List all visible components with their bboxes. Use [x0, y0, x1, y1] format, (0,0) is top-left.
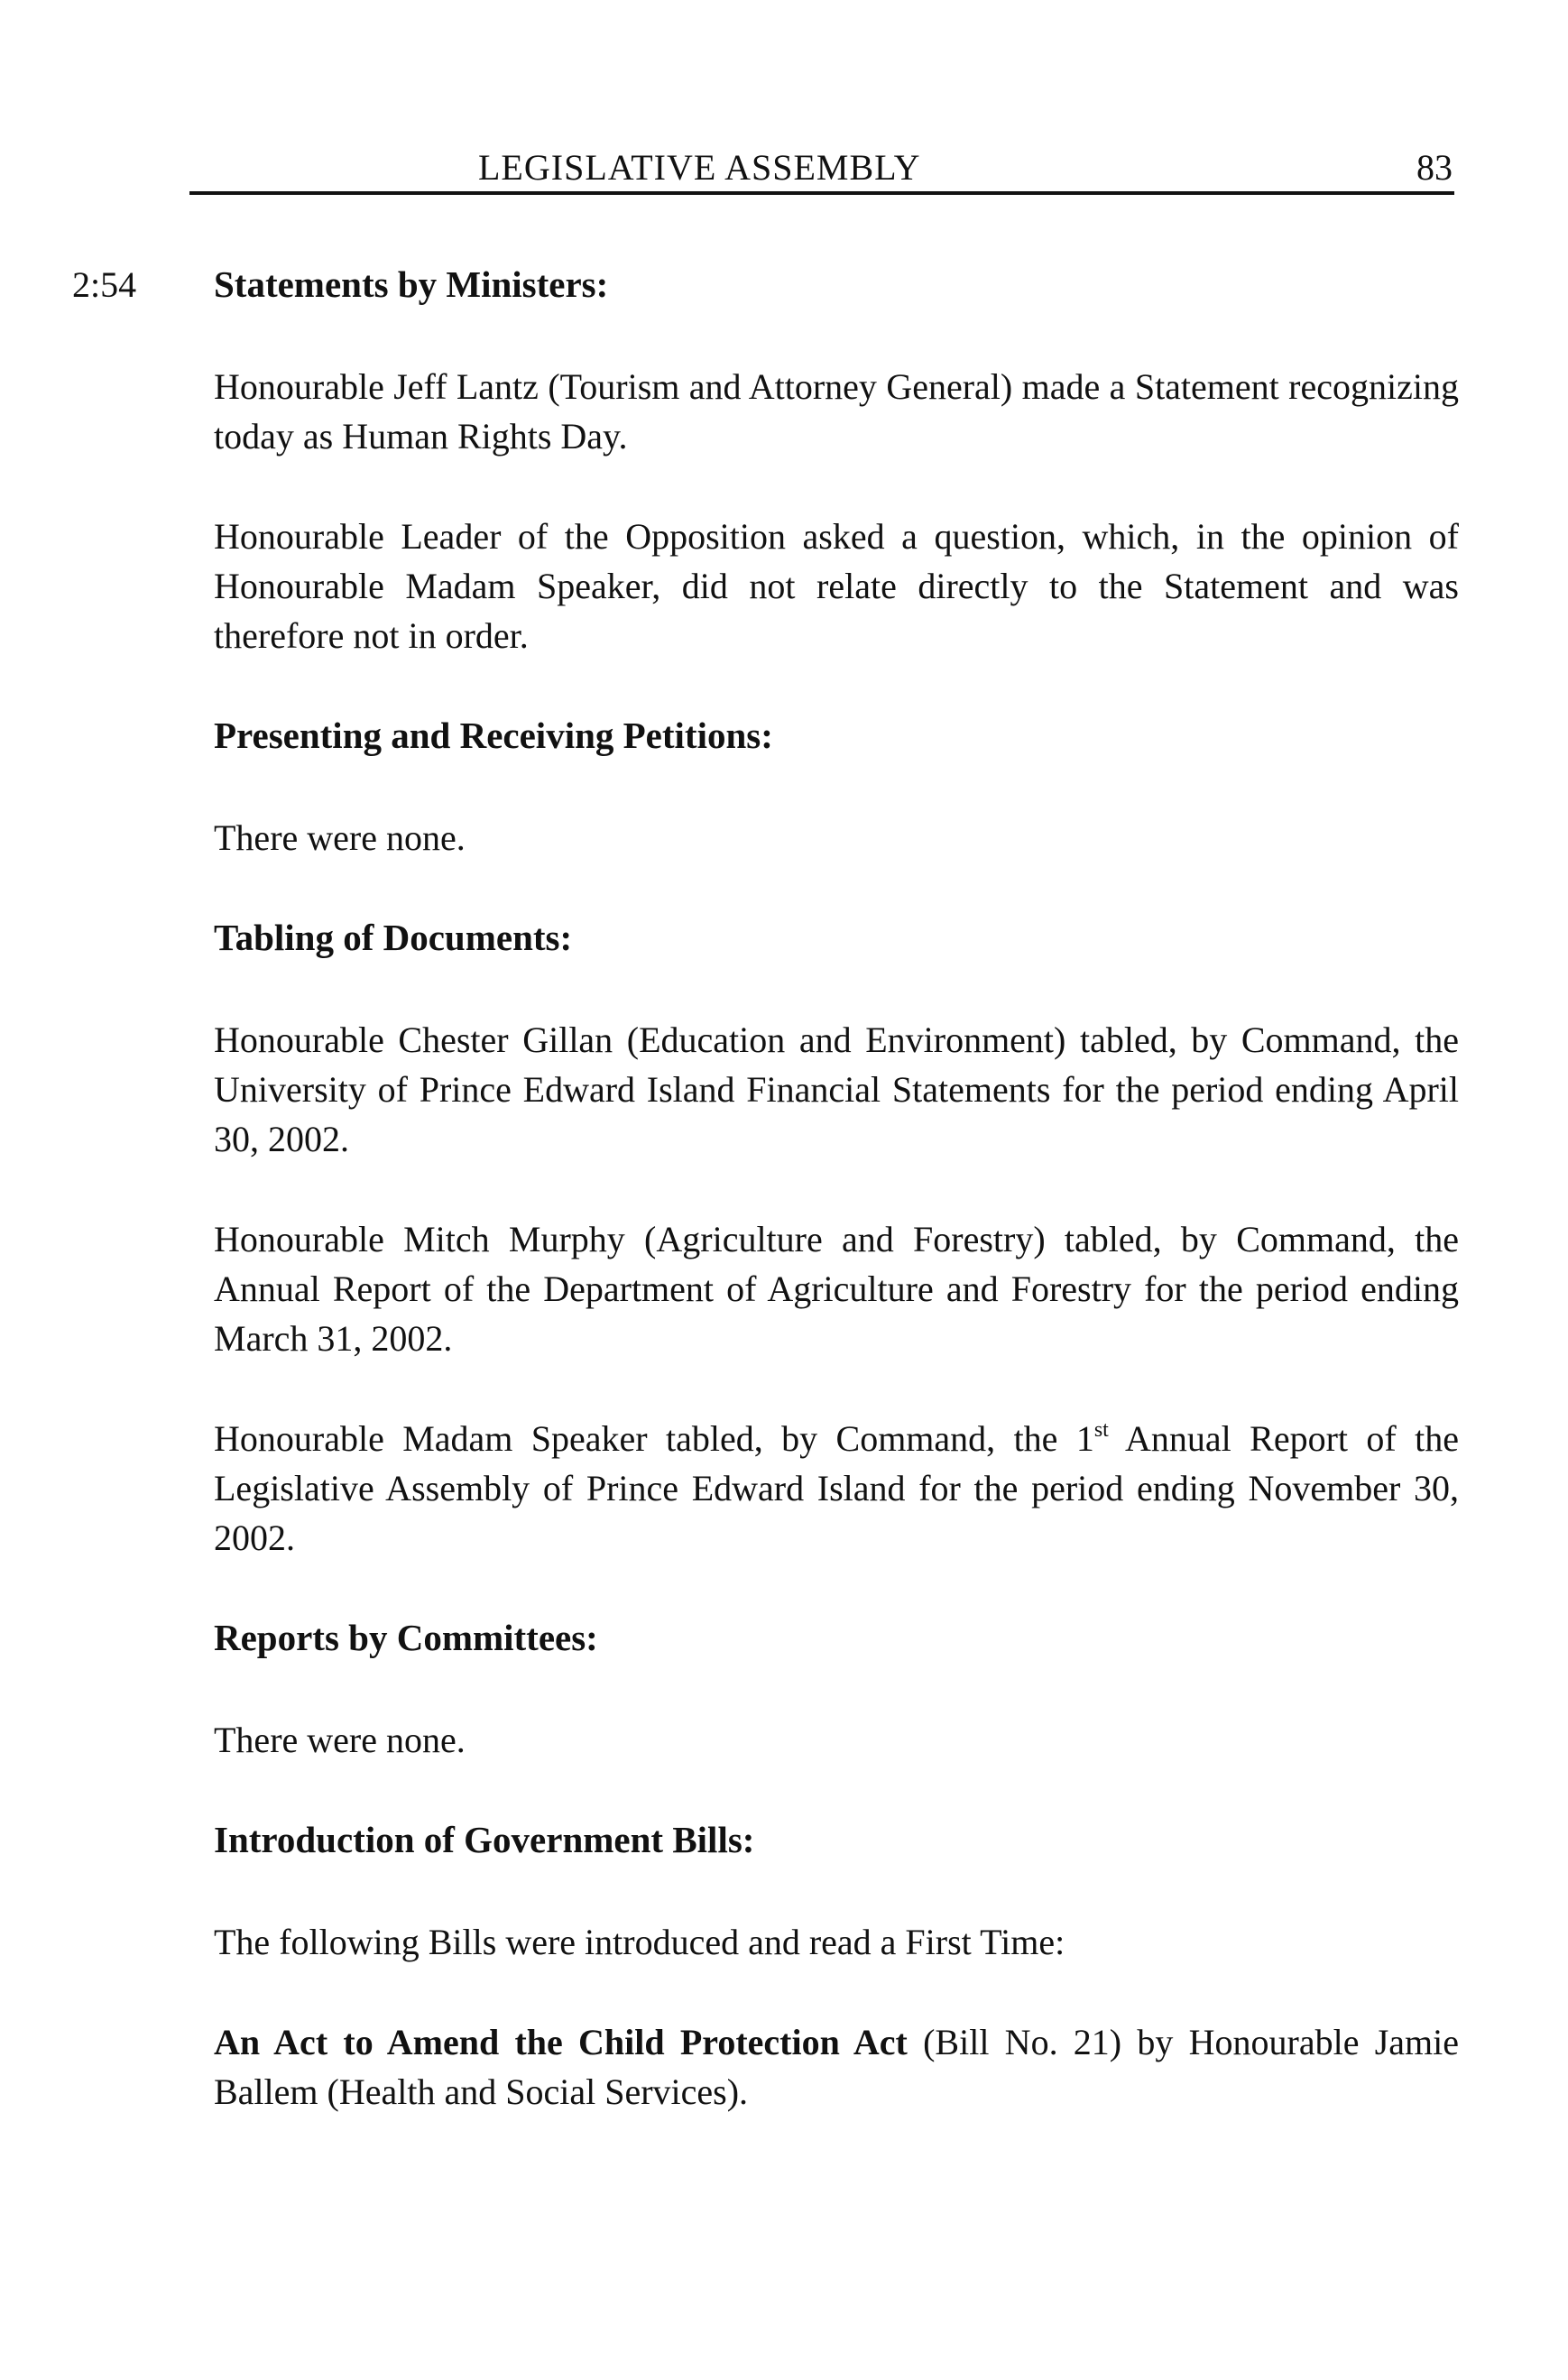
paragraph-tabling-murphy: Honourable Mitch Murphy (Agriculture and Forestry) tabled, by Command, the Annual Report of the Department of Agriculture and Forestry for the period ending March 31, 2002. [214, 1219, 1459, 1359]
time-marker: 2:54 [72, 264, 137, 305]
paragraph-tabling-speaker [214, 1414, 1459, 1563]
paragraph-bill-21 [214, 2017, 1459, 2117]
paragraph-opposition-question: Honourable Leader of the Opposition asked a question, which, in the opinion of Honourable Madam Speaker, did not relate directly to the Statement and was therefore not in order. [214, 516, 1459, 656]
paragraph-bills-intro: The following Bills were introduced and read a First Time: [214, 1922, 1065, 1962]
bill-details: (Bill No. 21) by Honourable Jamie Ballem (Health and Social Services). [214, 2022, 1459, 2112]
paragraph-text-end: Annual Report of the Legislative Assembly of Prince Edward Island for the period ending November 30, 2002. [214, 1418, 1459, 1558]
header-rule [189, 191, 1454, 195]
bill-title: An Act to Amend the Child Protection Act [214, 2022, 908, 2062]
page-header [189, 146, 1453, 193]
running-title: LEGISLATIVE ASSEMBLY [478, 147, 921, 188]
paragraph-statement-lantz: Honourable Jeff Lantz (Tourism and Attorney General) made a Statement recognizing today as Human Rights Day. [214, 366, 1459, 457]
section-heading-tabling: Tabling of Documents: [214, 917, 573, 958]
paragraph-petitions-none: There were none. [214, 817, 466, 858]
page-number: 83 [1416, 147, 1453, 188]
journal-content [214, 260, 1459, 2117]
paragraph-tabling-gillan: Honourable Chester Gillan (Education and Environment) tabled, by Command, the University of Prince Edward Island Financial Statements for the period ending April 30, 2002. [214, 1019, 1459, 1159]
paragraph-text-start: Honourable Madam Speaker tabled, by Command, the 1 [214, 1418, 1094, 1459]
paragraph-committees-none: There were none. [214, 1720, 466, 1760]
section-heading-petitions: Presenting and Receiving Petitions: [214, 715, 773, 756]
ordinal-suffix: st [1093, 1418, 1109, 1442]
section-heading-statements: Statements by Ministers: [214, 263, 609, 305]
section-heading-bills: Introduction of Government Bills: [214, 1819, 755, 1860]
section-heading-committees: Reports by Committees: [214, 1617, 598, 1658]
